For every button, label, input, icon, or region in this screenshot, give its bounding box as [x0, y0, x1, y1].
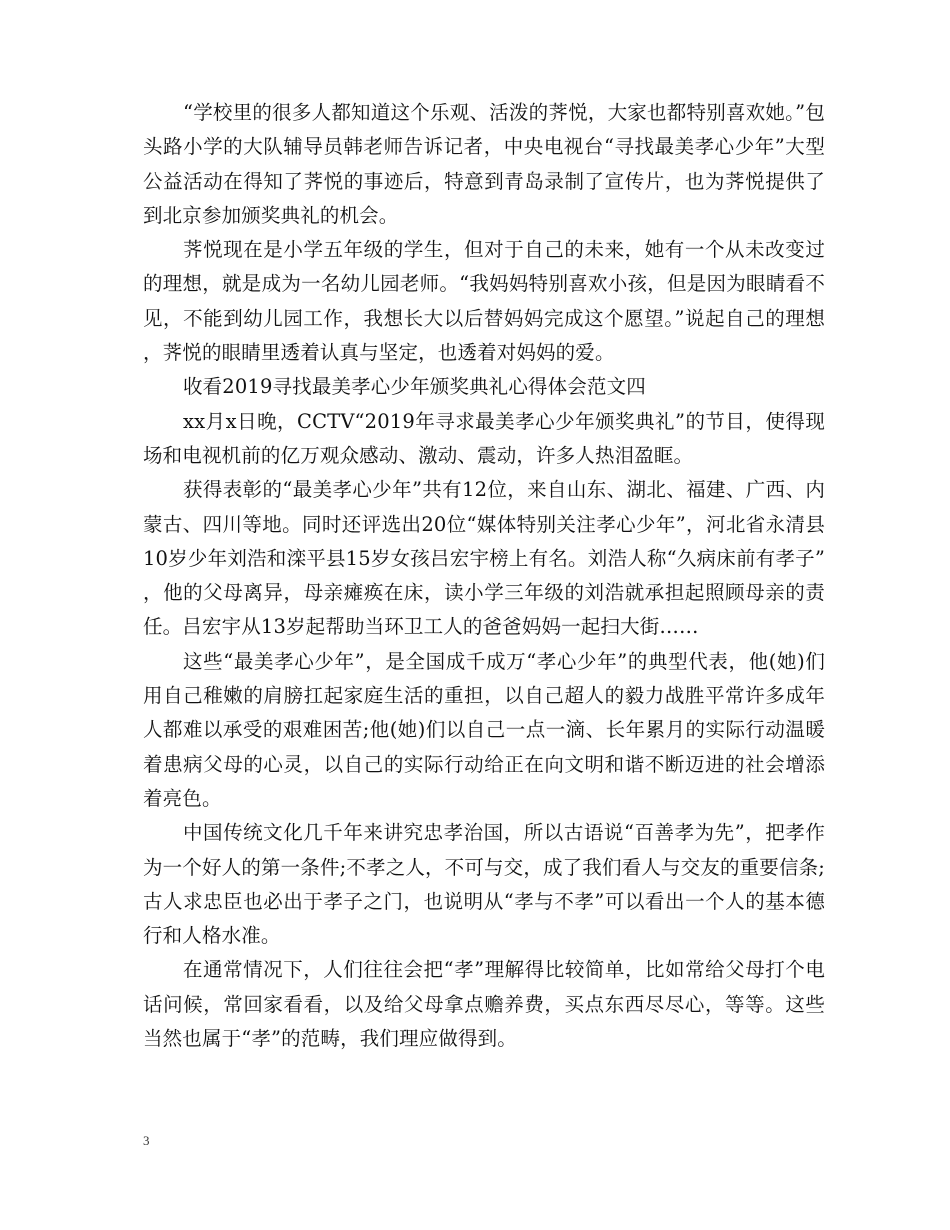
- paragraph: 中国传统文化几千年来讲究忠孝治国，所以古语说“百善孝为先”，把孝作为一个好人的第一条件;不孝之人，不可与交，成了我们看人与交友的重要信条;古人求忠臣也必出于孝子之门，也说明从“孝与不孝”可以看出一个人的基本德行和人格水准。: [143, 821, 825, 948]
- page-number: 3: [143, 1133, 150, 1148]
- paragraph: 获得表彰的“最美孝心少年”共有12位，来自山东、湖北、福建、广西、内蒙古、四川等地。同时还评选出20位“媒体特别关注孝心少年”，河北省永清县10岁少年刘浩和滦平县15岁女孩吕宏宇榜上有名。刘浩人称“久病床前有孝子”，他的父母离异，母亲瘫痪在床，读小学三年级的刘浩就承担起照顾母亲的责任。吕宏宇从13岁起帮助当环卫工人的爸爸妈妈一起扫大街……: [143, 478, 825, 639]
- paragraph: “学校里的很多人都知道这个乐观、活泼的荠悦，大家也都特别喜欢她。”包头路小学的大队辅导员韩老师告诉记者，中央电视台“寻找最美孝心少年”大型公益活动在得知了荠悦的事迹后，特意到青岛录制了宣传片，也为荠悦提供了到北京参加颁奖典礼的机会。: [143, 101, 825, 227]
- document-body: [143, 96, 825, 1056]
- paragraph: 在通常情况下，人们往往会把“孝”理解得比较简单，比如常给父母打个电话问候，常回家看看，以及给父母拿点赡养费，买点东西尽尽心，等等。这些当然也属于“孝”的范畴，我们理应做得到。: [143, 958, 825, 1051]
- paragraph: 这些“最美孝心少年”，是全国成千成万“孝心少年”的典型代表，他(她)们用自己稚嫩的肩膀扛起家庭生活的重担，以自己超人的毅力战胜平常许多成年人都难以承受的艰难困苦;他(她)们以自己一点一滴、长年累月的实际行动温暖着患病父母的心灵，以自己的实际行动给正在向文明和谐不断迈进的社会增添着亮色。: [143, 649, 825, 810]
- paragraph: xx月x日晚，CCTV“2019年寻求最美孝心少年颁奖典礼”的节目，使得现场和电视机前的亿万观众感动、激动、震动，许多人热泪盈眶。: [143, 409, 825, 467]
- paragraph: 荠悦现在是小学五年级的学生，但对于自己的未来，她有一个从未改变过的理想，就是成为一名幼儿园老师。“我妈妈特别喜欢小孩，但是因为眼睛看不见，不能到幼儿园工作，我想长大以后替妈妈完成这个愿望。”说起自己的理想，荠悦的眼睛里透着认真与坚定，也透着对妈妈的爱。: [143, 238, 825, 365]
- section-heading: 收看2019寻找最美孝心少年颁奖典礼心得体会范文四: [183, 375, 646, 399]
